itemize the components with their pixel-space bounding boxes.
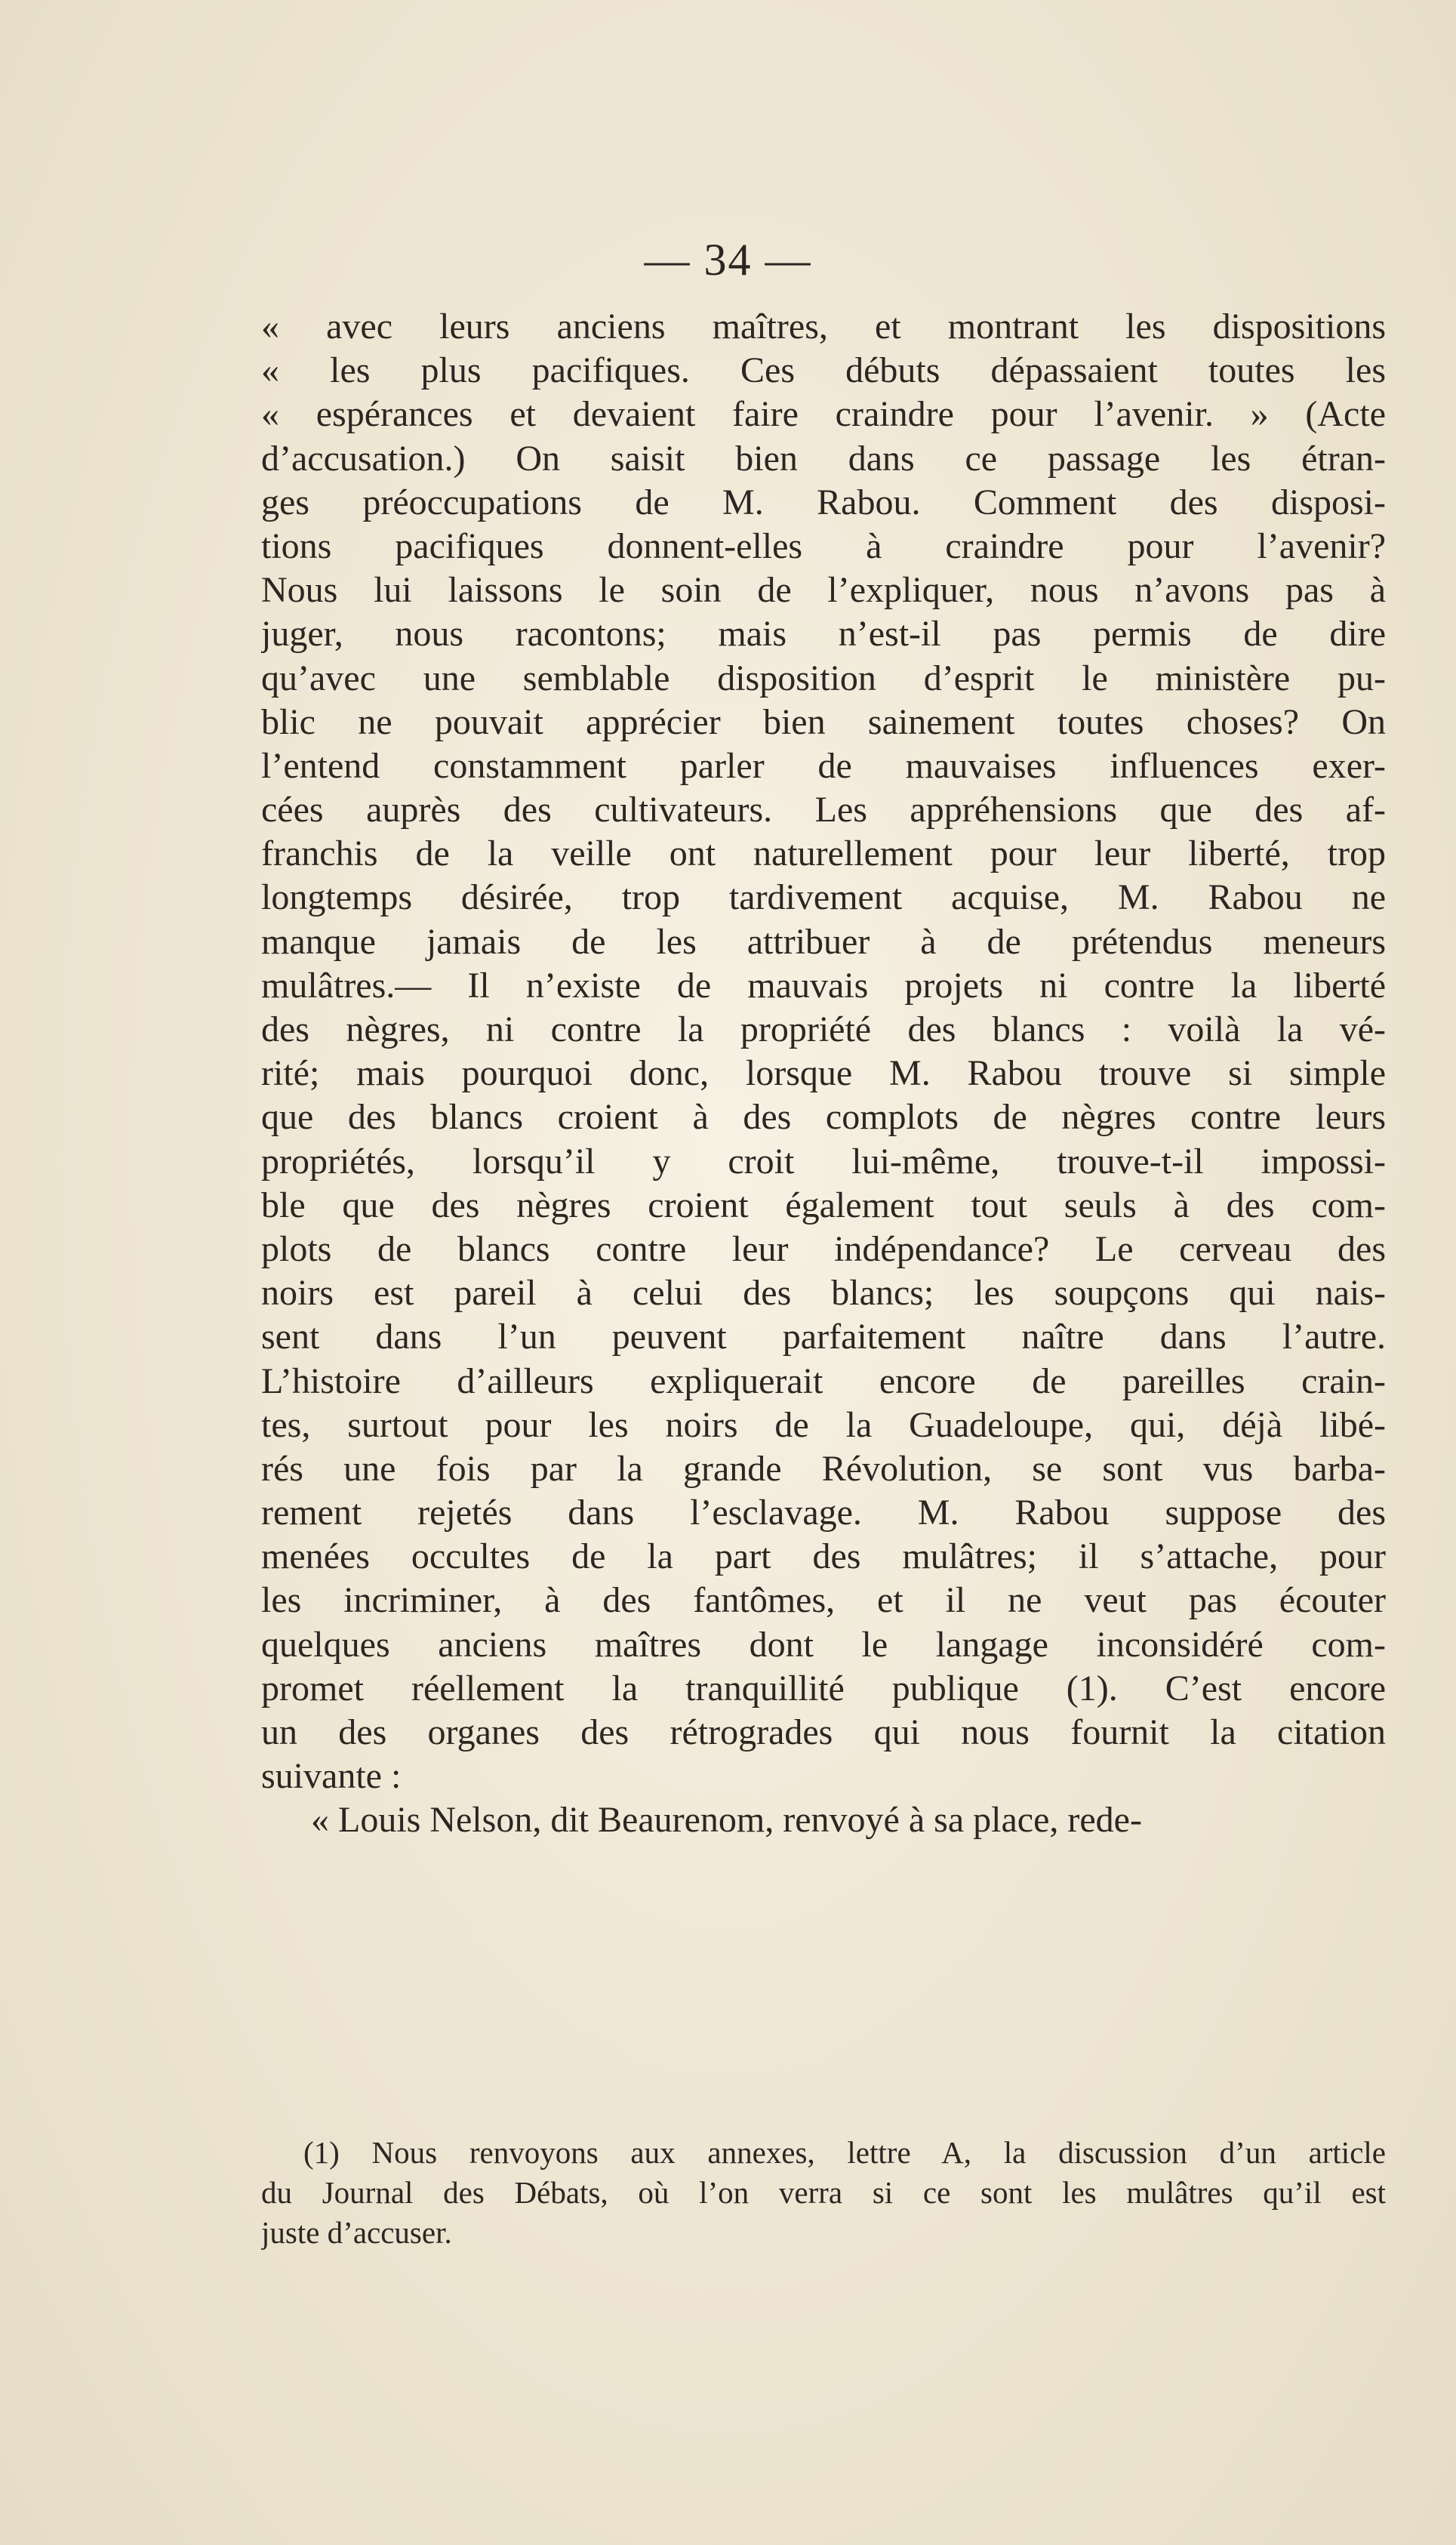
footnote	[261, 2133, 1386, 2253]
text-line: cées auprès des cultivateurs. Les appréhensions que des af-	[261, 790, 1386, 830]
text-line: ble que des nègres croient également tout seuls à des com-	[261, 1185, 1386, 1225]
text-line: quelques anciens maîtres dont le langage inconsidéré com-	[261, 1624, 1386, 1665]
text-line: tes, surtout pour les noirs de la Guadeloupe, qui, déjà libé-	[261, 1404, 1386, 1445]
footnote-line: du Journal des Débats, où l’on verra si ce sont les mulâtres qu’il est	[261, 2175, 1386, 2210]
page-number: — 34 —	[644, 235, 812, 285]
text-line: des nègres, ni contre la propriété des blancs : voilà la vé-	[261, 1009, 1386, 1049]
text-line: rement rejetés dans l’esclavage. M. Rabou suppose des	[261, 1493, 1386, 1533]
text-line: « espérances et devaient faire craindre pour l’avenir. » (Acte	[261, 394, 1386, 435]
text-line: les incriminer, à des fantômes, et il ne veut pas écouter	[261, 1580, 1386, 1621]
quote-start-line: « Louis Nelson, dit Beaurenom, renvoyé à sa place, rede-	[311, 1800, 1142, 1841]
text-line: « avec leurs anciens maîtres, et montrant les dispositions	[261, 307, 1386, 347]
text-line: un des organes des rétrogrades qui nous fournit la citation	[261, 1712, 1386, 1752]
body-text	[261, 305, 1386, 1843]
text-line: rité; mais pourquoi donc, lorsque M. Rabou trouve si simple	[261, 1053, 1386, 1094]
text-line: promet réellement la tranquillité publique (1). C’est encore	[261, 1668, 1386, 1708]
text-line: l’entend constamment parler de mauvaises influences exer-	[261, 745, 1386, 786]
text-line: L’histoire d’ailleurs expliquerait encore de pareilles crain-	[261, 1360, 1386, 1401]
text-line: manque jamais de les attribuer à de prétendus meneurs	[261, 921, 1386, 962]
text-line: suivante :	[261, 1756, 402, 1797]
text-line: que des blancs croient à des complots de nègres contre leurs	[261, 1097, 1386, 1138]
text-line: menées occultes de la part des mulâtres; il s’attache, pour	[261, 1536, 1386, 1577]
text-line: d’accusation.) On saisit bien dans ce passage les étran-	[261, 438, 1386, 479]
text-line: plots de blancs contre leur indépendance? Le cerveau des	[261, 1228, 1386, 1269]
text-line: blic ne pouvait apprécier bien sainement toutes choses? On	[261, 701, 1386, 742]
text-line: noirs est pareil à celui des blancs; les soupçons qui nais-	[261, 1273, 1386, 1314]
text-line: longtemps désirée, trop tardivement acquise, M. Rabou ne	[261, 877, 1386, 918]
text-line: tions pacifiques donnent-elles à craindre pour l’avenir?	[261, 525, 1386, 566]
text-line: franchis de la veille ont naturellement pour leur liberté, trop	[261, 833, 1386, 874]
text-line: propriétés, lorsqu’il y croit lui-même, trouve-t-il impossi-	[261, 1141, 1386, 1182]
text-line: ges préoccupations de M. Rabou. Comment des disposi-	[261, 482, 1386, 522]
text-line: Nous lui laissons le soin de l’expliquer, nous n’avons pas à	[261, 570, 1386, 611]
text-line: juger, nous racontons; mais n’est-il pas permis de dire	[261, 614, 1386, 655]
footnote-line: juste d’accuser.	[261, 2215, 452, 2250]
text-line: mulâtres.— Il n’existe de mauvais projets ni contre la liberté	[261, 965, 1386, 1006]
text-line: qu’avec une semblable disposition d’esprit le ministère pu-	[261, 658, 1386, 698]
footnote-line: (1) Nous renvoyons aux annexes, lettre A, la discussion d’un article	[303, 2135, 1386, 2170]
text-line: « les plus pacifiques. Ces débuts dépassaient toutes les	[261, 350, 1386, 391]
text-line: sent dans l’un peuvent parfaitement naître dans l’autre.	[261, 1317, 1386, 1357]
text-line: rés une fois par la grande Révolution, se sont vus barba-	[261, 1448, 1386, 1489]
